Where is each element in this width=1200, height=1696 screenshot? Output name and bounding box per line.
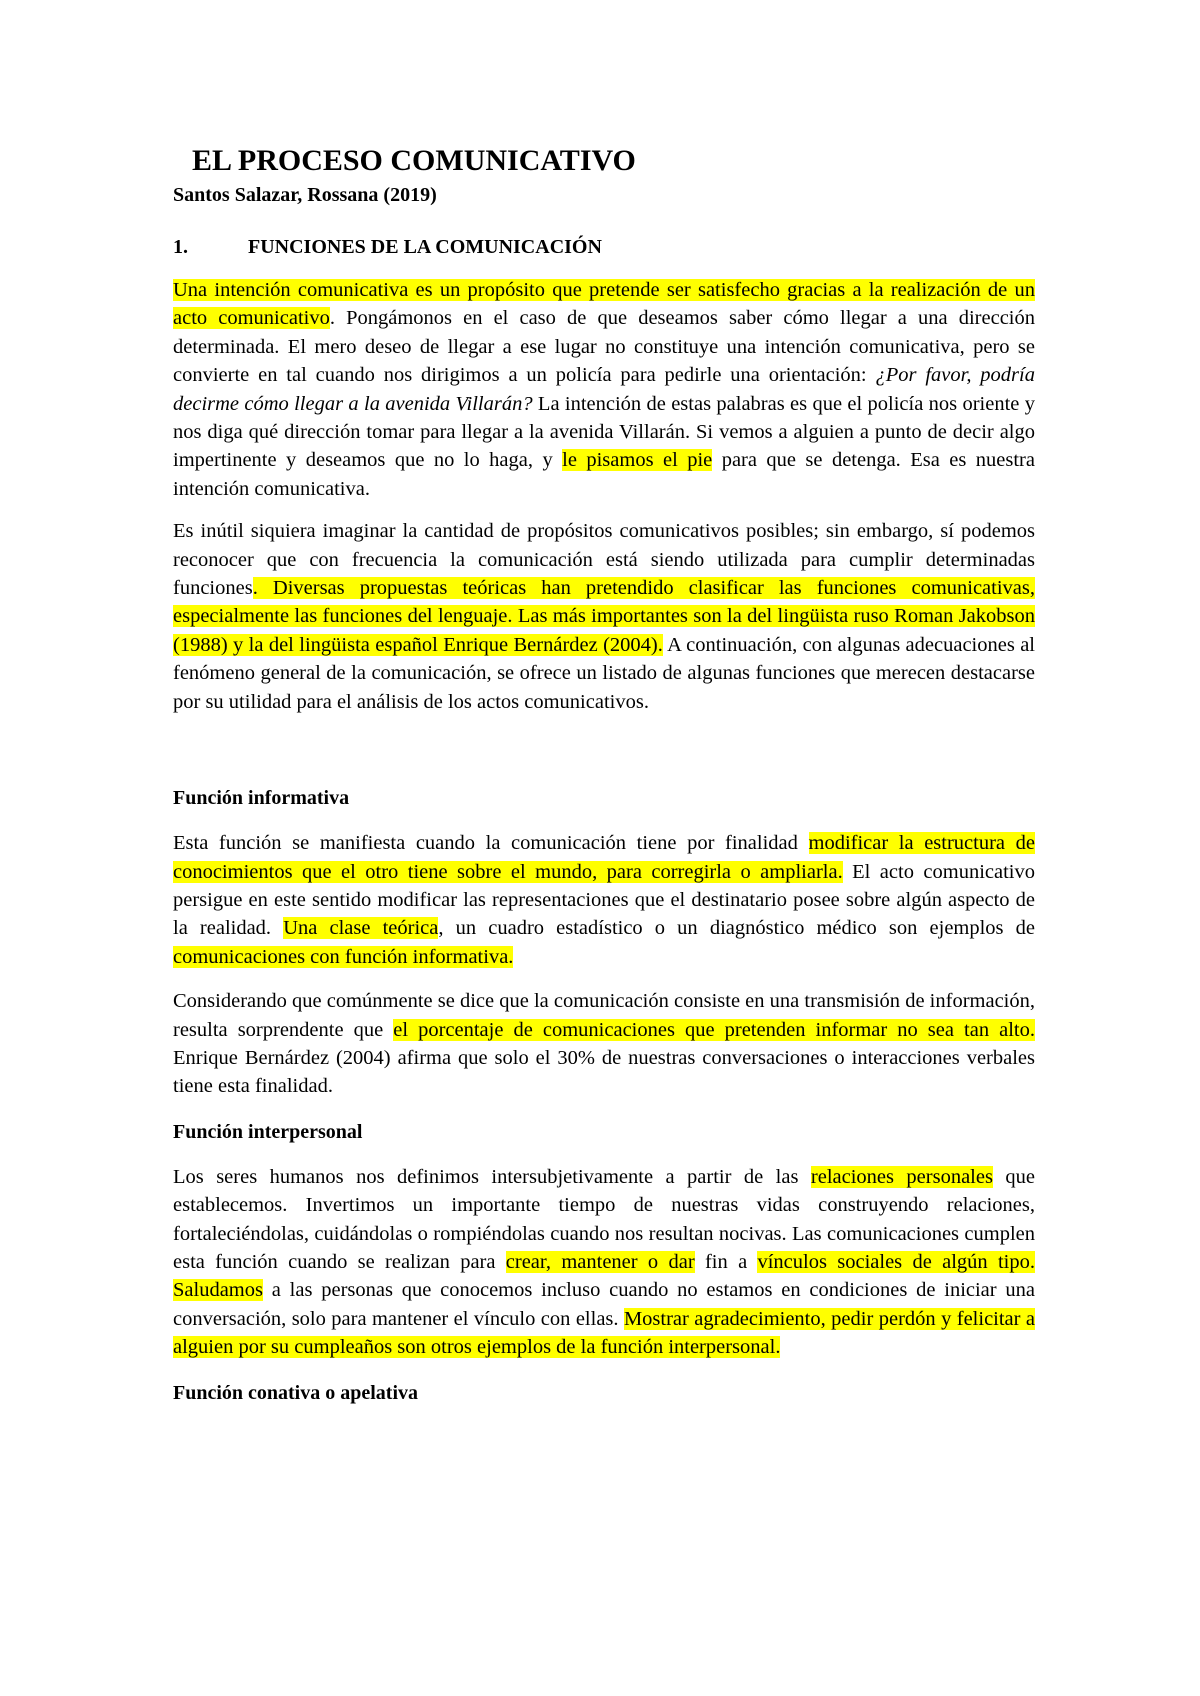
highlighted-text: le pisamos el pie: [562, 449, 713, 472]
paragraph: [173, 987, 1035, 1101]
text-run: Es inútil siquiera imaginar la cantidad de propósitos comunicativos posibles; sin embargo, sí podemos reconocer que con frecuencia la comunicación está siendo utilizada para cumplir determinadas funciones: [173, 520, 1035, 600]
text-run: a las personas que conocemos incluso cuando no estamos en condiciones de iniciar una conversación, solo para mantener el vínculo con ellas.: [173, 1279, 1035, 1330]
italic-text: ¿Por favor, podría decirme cómo llegar a la avenida Villarán?: [173, 364, 1035, 415]
paragraph: [173, 276, 1035, 503]
highlighted-text: Una clase teórica: [283, 917, 439, 940]
highlighted-text: Mostrar agradecimiento, pedir perdón y felicitar a alguien por su cumpleaños son otros ejemplos de la función interpersonal.: [173, 1307, 1036, 1359]
subheading-informativa: Función informativa: [173, 787, 350, 810]
highlighted-text: Saludamos: [173, 1279, 263, 1302]
highlighted-text: . Diversas propuestas teóricas han pretendido clasificar las funciones comunicativas, especialmente las funciones del lenguaje. Las más importantes son la del lingüista ruso Roman Jakobson (1988) y la del lingüista español Enrique Bernárdez (2004).: [173, 577, 1035, 656]
paragraph: [173, 829, 1035, 971]
text-run: Considerando que comúnmente se dice que la comunicación consiste en una transmisión de información, resulta sorprendente que: [173, 990, 1035, 1041]
highlighted-text: relaciones personales: [810, 1165, 993, 1188]
subheading-interpersonal: Función interpersonal: [173, 1120, 363, 1143]
text-run: Los seres humanos nos definimos intersubjetivamente a partir de las: [173, 1165, 811, 1188]
text-run: El acto comunicativo persigue en este sentido modificar las representaciones que el destinatario posee sobre algún aspecto de la realidad.: [173, 860, 1035, 940]
document-body: [173, 143, 1035, 1406]
text-run: Enrique Bernárdez (2004) afirma que solo el 30% de nuestras conversaciones o interacciones verbales tiene esta finalidad.: [173, 1046, 1035, 1098]
section-number: 1.: [173, 236, 188, 258]
highlighted-text: vínculos sociales de algún tipo.: [757, 1250, 1036, 1273]
highlighted-text: Una intención comunicativa es un propósito que pretende ser satisfecho gracias a la realización de un acto comunicativo: [173, 279, 1035, 330]
highlighted-text: crear, mantener o dar: [505, 1250, 695, 1273]
text-run: La intención de estas palabras es que el policía nos oriente y nos diga qué dirección tomar para llegar a la avenida Villarán. Si vemos a alguien a punto de decir algo impertinente y deseamos que no lo haga, y: [173, 392, 1035, 472]
highlighted-text: modificar la estructura de conocimientos que el otro tiene sobre el mundo, para corregirla o ampliarla.: [173, 832, 1035, 883]
document-author: Santos Salazar, Rossana (2019): [173, 184, 437, 206]
text-run: que establecemos. Invertimos un importante tiempo de nuestras vidas construyendo relaciones, fortaleciéndolas, cuidándolas o rompiéndolas cuando nos resultan nocivas. Las comunicaciones cumplen esta función cuando se realizan para: [173, 1165, 1035, 1273]
document-title: EL PROCESO COMUNICATIVO: [192, 144, 636, 177]
section-title: FUNCIONES DE LA COMUNICACIÓN: [248, 236, 602, 258]
text-run: Esta función se manifiesta cuando la comunicación tiene por finalidad: [173, 832, 809, 855]
paragraph: [173, 1163, 1035, 1362]
text-run: para que se detenga. Esa es nuestra intención comunicativa.: [173, 449, 1035, 500]
highlighted-text: el porcentaje de comunicaciones que pretenden informar no sea tan alto.: [393, 1018, 1035, 1041]
subheading-conativa: Función conativa o apelativa: [173, 1381, 419, 1404]
text-run: A continuación, con algunas adecuaciones al fenómeno general de la comunicación, se ofrece un listado de algunas funciones que merecen destacarse por su utilidad para el análisis de los actos comunicativos.: [173, 633, 1035, 713]
paragraph: [173, 517, 1035, 716]
text-run: fin a: [694, 1250, 758, 1273]
text-run: , un cuadro estadístico o un diagnóstico médico son ejemplos de: [438, 917, 1036, 940]
text-run: . Pongámonos en el caso de que deseamos saber cómo llegar a una dirección determinada. El mero deseo de llegar a ese lugar no constituye una intención comunicativa, pero se convierte en tal cuando nos dirigimos a un policía para pedirle una orientación:: [173, 307, 1035, 387]
highlighted-text: comunicaciones con función informativa.: [173, 945, 514, 968]
section-heading: [173, 234, 1035, 260]
